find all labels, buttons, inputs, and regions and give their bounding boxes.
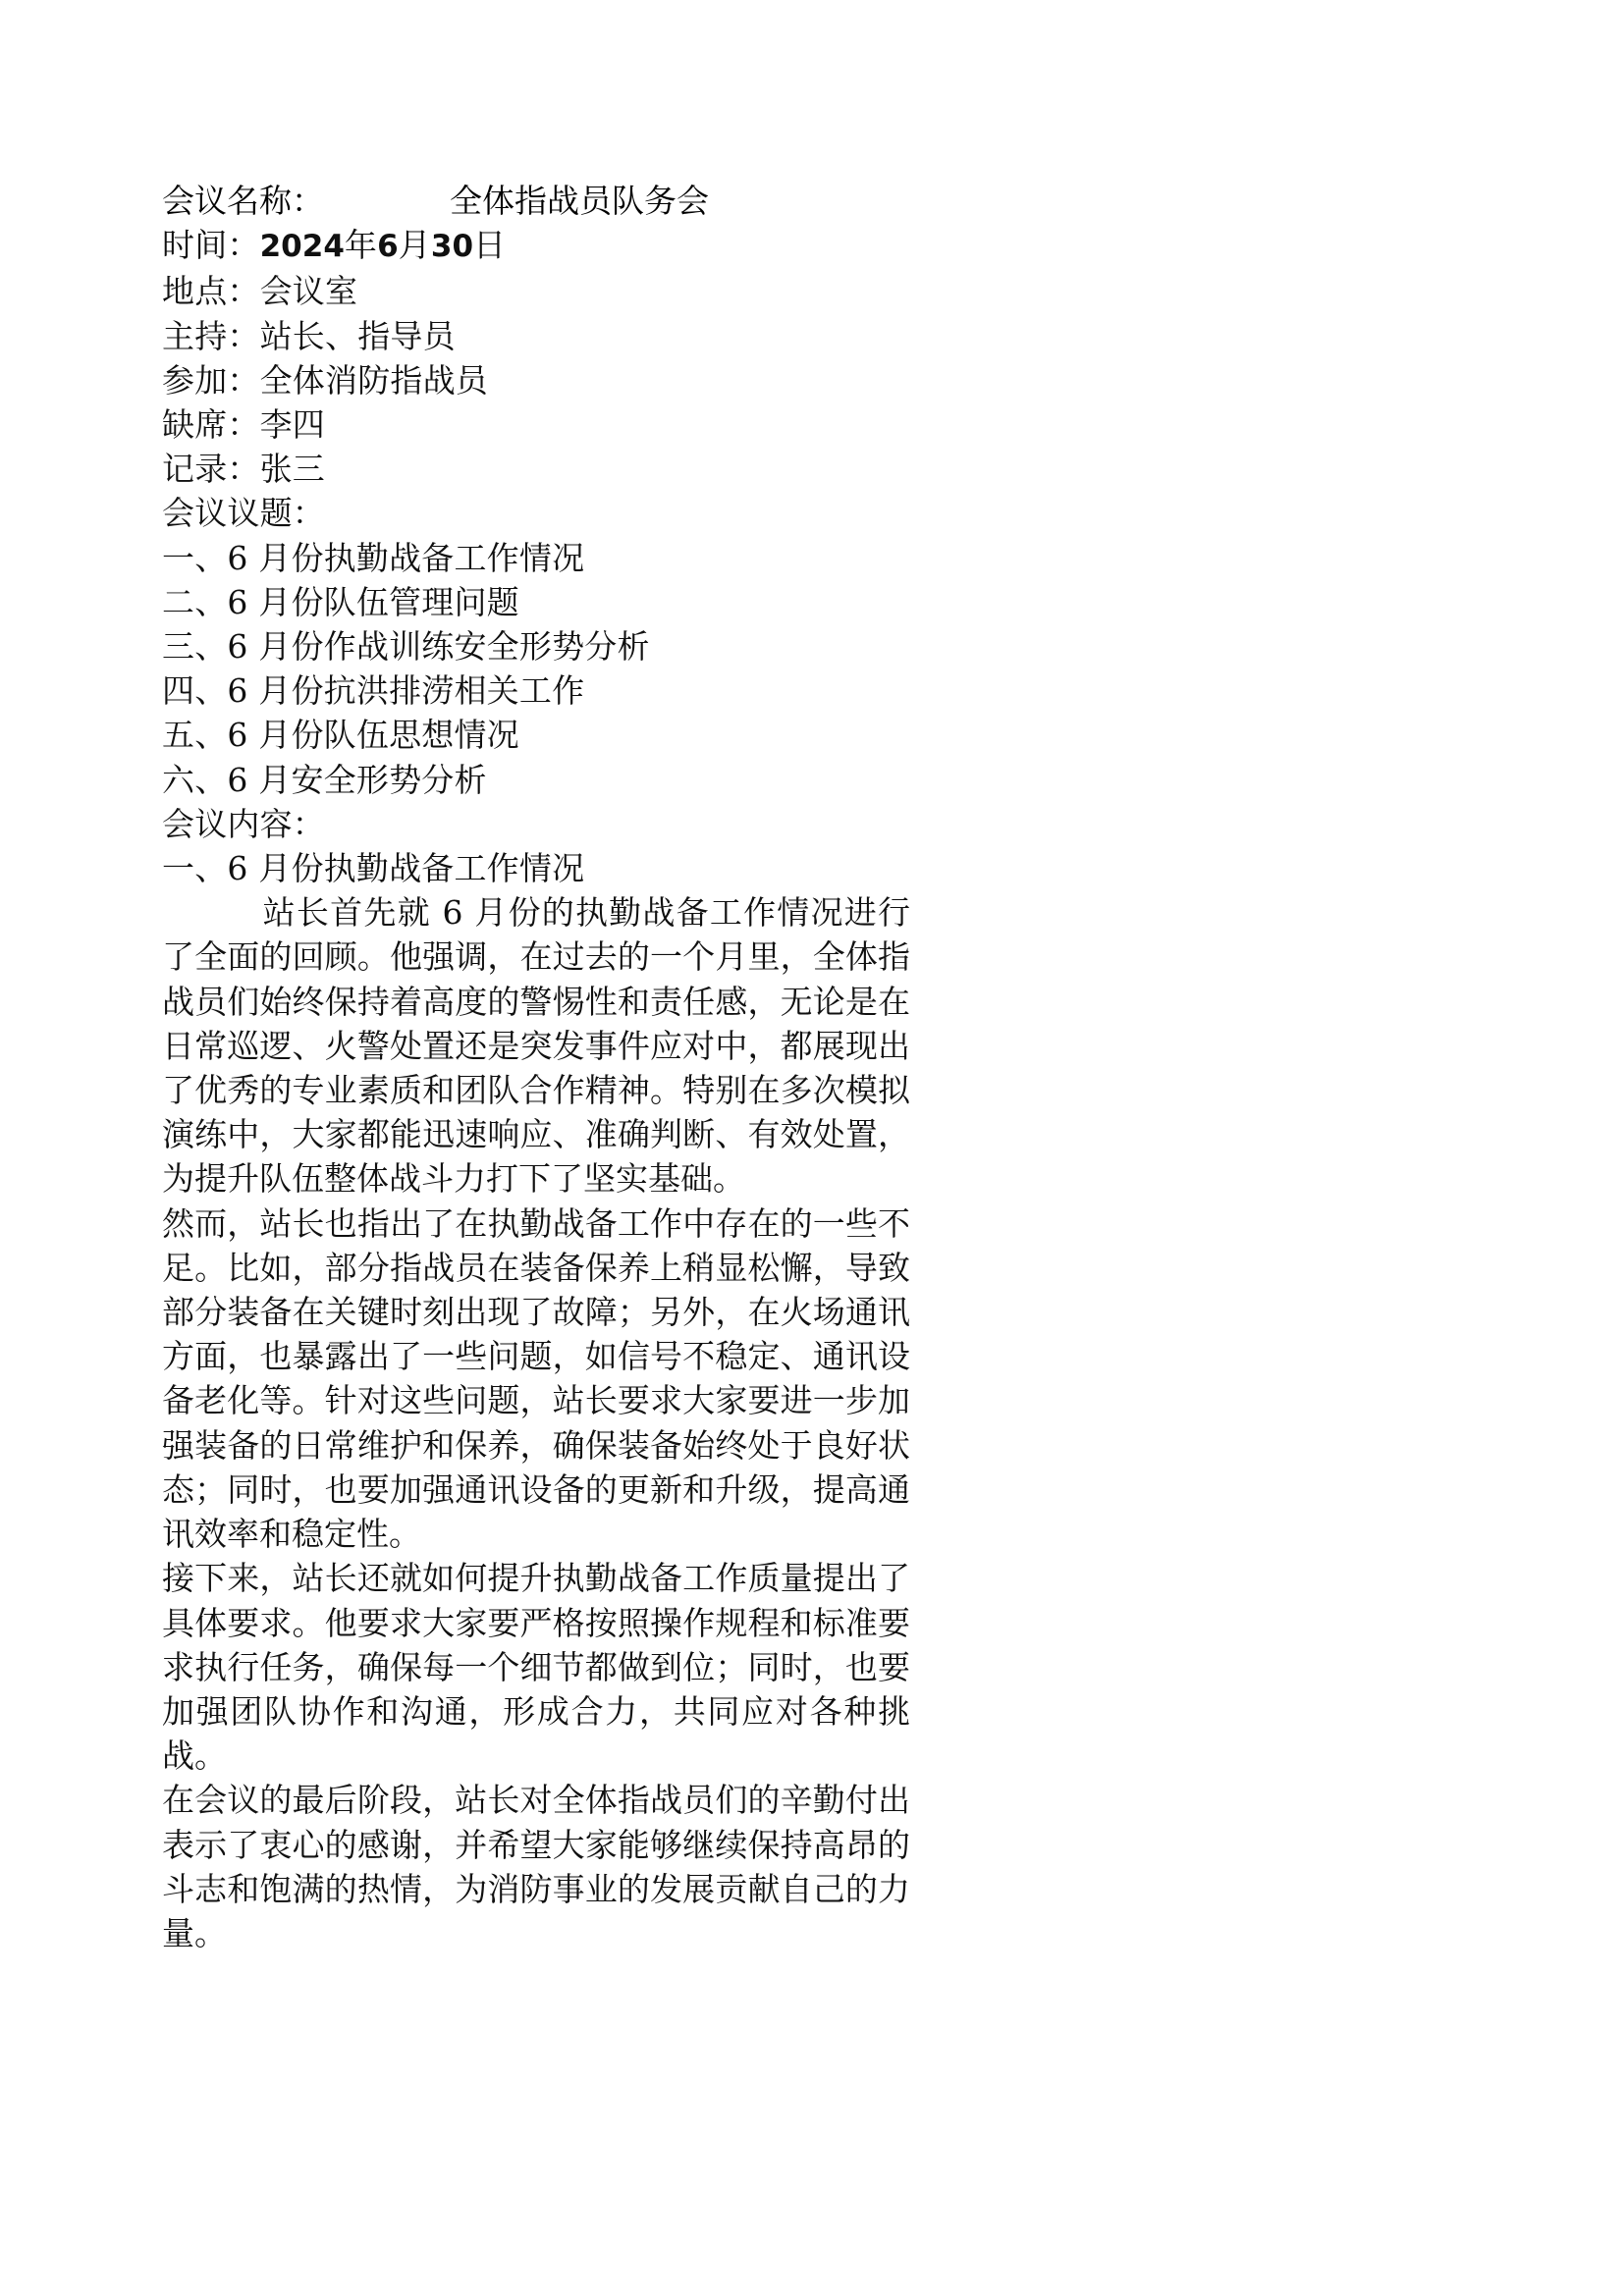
meeting-location-line: 地点：会议室 (162, 272, 358, 311)
content-paragraph-3: 接下来，站长还就如何提升执勤战备工作质量提出了具体要求。他要求大家要严格按照操作规程和标准要求执行任务，确保每一个细节都做到位；同时，也要加强团队协作和沟通，形成合力，共同应对各种挑战。 (162, 1559, 910, 1776)
agenda-item-2: 二、6 月份队伍管理问题 (162, 582, 519, 621)
content-paragraph-2: 然而，站长也指出了在执勤战备工作中存在的一些不足。比如，部分指战员在装备保养上稍显松懈，导致部分装备在关键时刻出现了故障；另外，在火场通讯方面，也暴露出了一些问题，如信号不稳定、通讯设备老化等。针对这些问题，站长要求大家要进一步加强装备的日常维护和保养，确保装备始终处于良好状态；同时，也要加强通讯设备的更新和升级，提高通讯效率和稳定性。 (162, 1203, 910, 1554)
meeting-time-line (162, 223, 910, 269)
meeting-time-day-unit: 日 (473, 226, 507, 265)
meeting-time-label: 时间： (162, 226, 260, 265)
agenda-item-4: 四、6 月份抗洪排涝相关工作 (162, 671, 585, 711)
agenda-item-6: 六、6 月安全形势分析 (162, 760, 487, 799)
content-section-one-title: 一、6 月份执勤战备工作情况 (162, 849, 585, 888)
agenda-heading: 会议议题： (162, 494, 325, 533)
agenda-item-3: 三、6 月份作战训练安全形势分析 (162, 627, 650, 667)
meeting-name-label: 会议名称： (162, 182, 324, 220)
content-paragraph-1: 站长首先就 6 月份的执勤战备工作情况进行了全面的回顾。他强调，在过去的一个月里，全体指战员们始终保持着高度的警惕性和责任感，无论是在日常巡逻、火警处置还是突发事件应对中，都展现出了优秀的专业素质和团队合作精神。特别在多次模拟演练中，大家都能迅速响应、准确判断、有效处置，为提升队伍整体战斗力打下了坚实基础。 (162, 893, 910, 1199)
agenda-item-5: 五、6 月份队伍思想情况 (162, 716, 519, 755)
meeting-absent-line: 缺席：李四 (162, 405, 325, 445)
content-heading: 会议内容： (162, 804, 325, 843)
meeting-name-value: 全体指战员队务会 (450, 182, 709, 220)
meeting-time-year-unit: 年 (344, 226, 378, 265)
meeting-name-line (162, 179, 910, 223)
meeting-time-year: 2024 (259, 229, 345, 265)
meeting-time-month: 6 (377, 229, 399, 265)
document-text-body (162, 179, 910, 1955)
meeting-recorder-line: 记录：张三 (162, 450, 325, 489)
agenda-list (162, 536, 910, 802)
meeting-host-line: 主持：站长、指导员 (162, 316, 456, 355)
agenda-item-1: 一、6 月份执勤战备工作情况 (162, 538, 585, 577)
meeting-time-day: 30 (430, 229, 474, 265)
meeting-time-month-unit: 月 (398, 226, 431, 265)
meeting-attendees-line: 参加：全体消防指战员 (162, 360, 488, 400)
content-paragraph-4: 在会议的最后阶段，站长对全体指战员们的辛勤付出表示了衷心的感谢，并希望大家能够继续保持高昂的斗志和饱满的热情，为消防事业的发展贡献自己的力量。 (162, 1781, 910, 1952)
